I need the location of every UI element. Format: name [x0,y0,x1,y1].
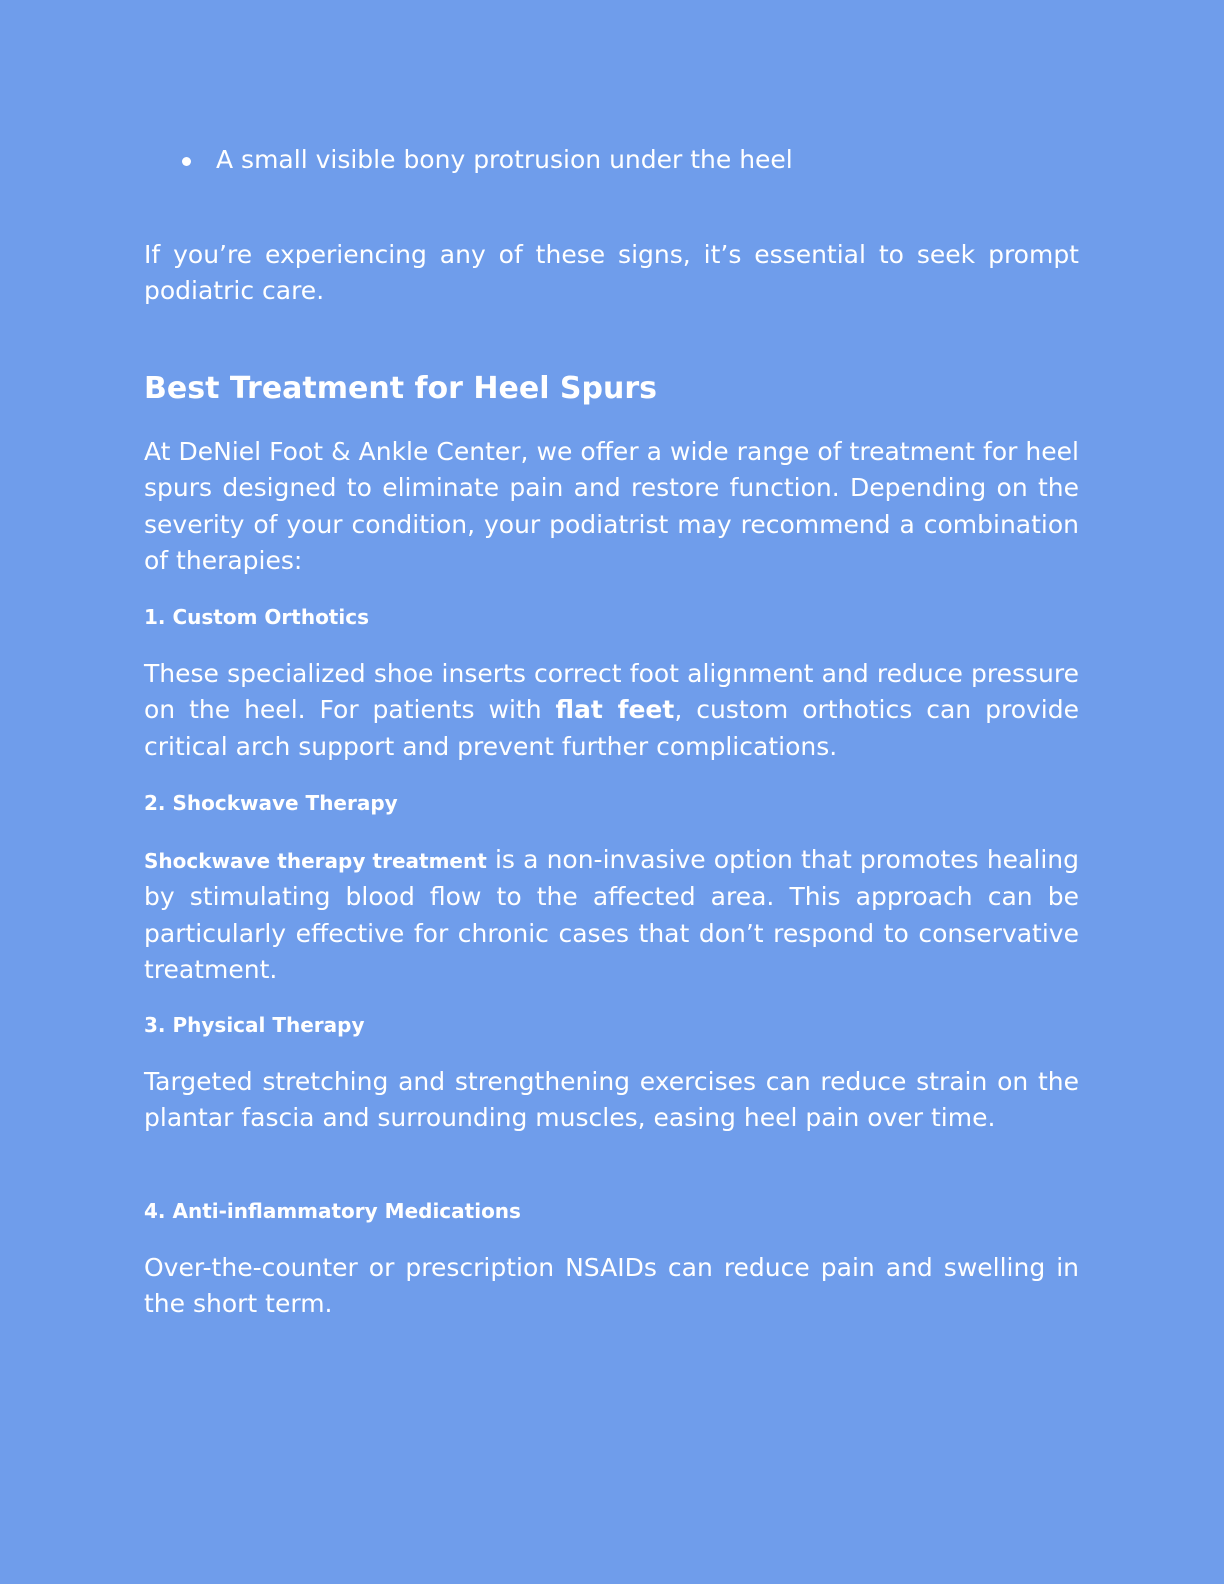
treatment-title-orthotics: 1. Custom Orthotics [144,605,369,629]
list-item-text: A small visible bony protrusion under the heel [216,145,793,174]
treatment-title-physical: 3. Physical Therapy [144,1013,365,1037]
text-segment: is a non-invasive option that promotes healing by stimulating blood flow to the affected area. This approach can be particularly effective for chronic cases that don’t respond to conservative treatment. [144,845,1079,984]
treatment-text-orthotics [144,656,1079,765]
shockwave-bold: Shockwave therapy treatment [144,849,487,873]
list-item [144,142,1079,178]
text-segment: These specialized shoe inserts correct foot alignment and reduce pressure on the heel. For patients with [144,659,1079,725]
intro-paragraph: If you’re experiencing any of these signs, it’s essential to seek prompt podiatric care. [144,240,1079,306]
symptom-list [144,142,1079,178]
treatment-text-physical: Targeted stretching and strengthening exercises can reduce strain on the plantar fascia and surrounding muscles, easing heel pain over time. [144,1067,1079,1133]
bullet-dot-icon [182,157,191,166]
treatment-title-shockwave: 2. Shockwave Therapy [144,791,398,815]
section-heading: Best Treatment for Heel Spurs [144,371,658,406]
treatment-text-medications: Over-the-counter or prescription NSAIDs can reduce pain and swelling in the short term. [144,1253,1079,1319]
flat-feet-bold: flat feet [555,695,675,725]
text-segment: , custom orthotics can provide critical arch support and prevent further complications. [144,695,1079,761]
treatment-text-shockwave [144,842,1079,988]
section-intro-paragraph: At DeNiel Foot & Ankle Center, we offer a wide range of treatment for heel spurs designed to eliminate pain and restore function. Depending on the severity of your condition, your podiatrist may recommend a combination of therapies: [144,437,1079,575]
treatment-title-medications: 4. Anti-inflammatory Medications [144,1199,521,1223]
